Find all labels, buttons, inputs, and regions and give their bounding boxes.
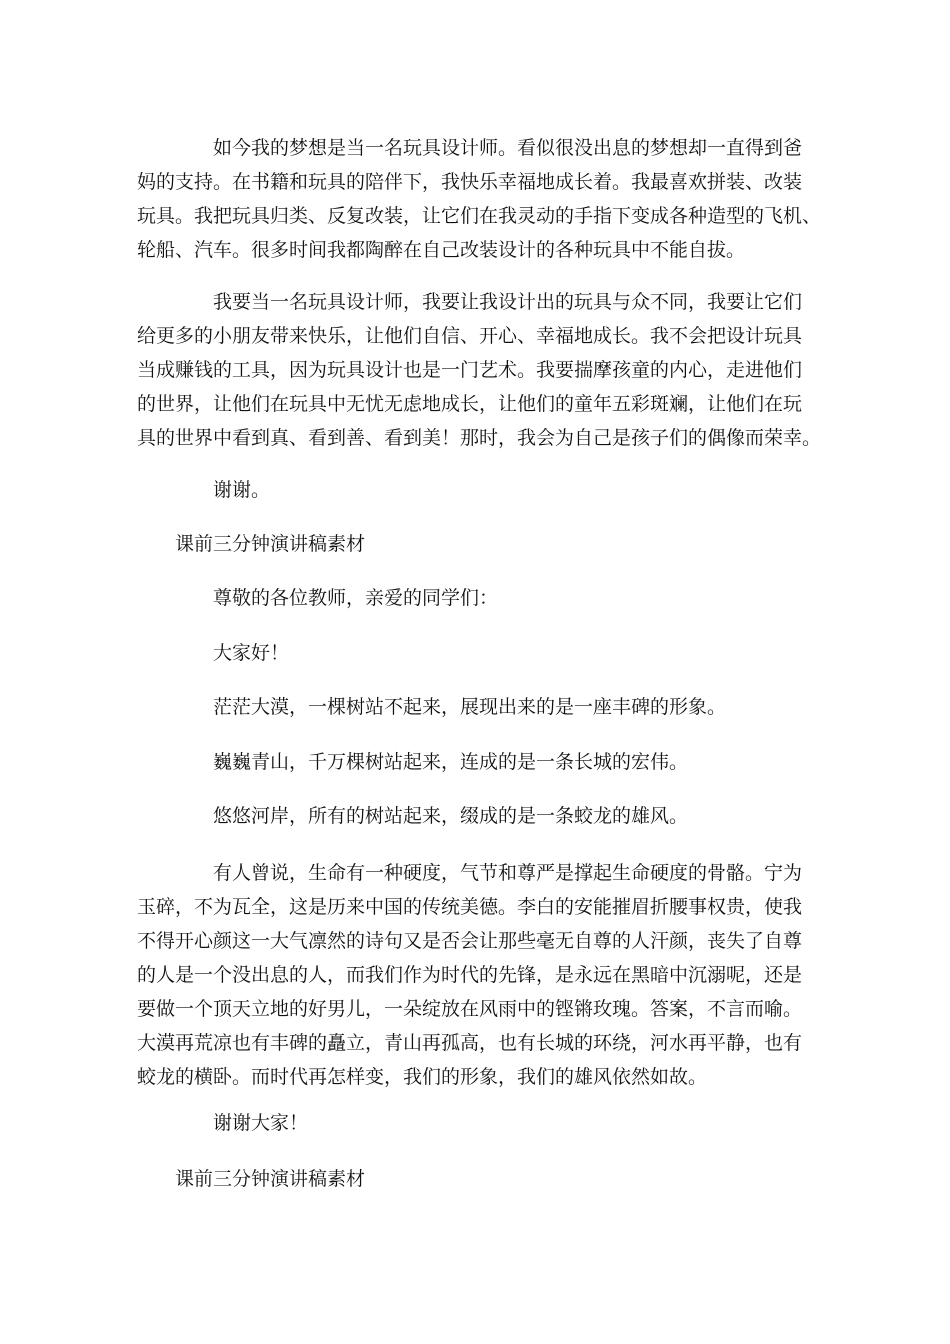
- text-line: 的人是一个没出息的人，而我们作为时代的先锋，是永远在黑暗中沉溺呢，还是: [137, 964, 803, 986]
- verse-line: 悠悠河岸，所有的树站起来，缀成的是一条蛟龙的雄风。: [213, 805, 689, 827]
- text-line: 玩具。我把玩具归类、反复改装，让它们在我灵动的手指下变成各种造型的飞机、: [137, 205, 822, 227]
- section-heading: 课前三分钟演讲稿素材: [175, 1168, 366, 1190]
- text-line: 要做一个顶天立地的好男儿，一朵绽放在风雨中的铿锵玫瑰。答案，不言而喻。: [137, 998, 803, 1020]
- verse-line: 巍巍青山，千万棵树站起来，连成的是一条长城的宏伟。: [213, 751, 689, 773]
- paragraph-dignity: [137, 856, 823, 1094]
- text-line: 不得开心颜这一大气凛然的诗句又是否会让那些毫无自尊的人汗颜，丧失了自尊: [137, 930, 803, 952]
- text-line: 有人曾说，生命有一种硬度，气节和尊严是撑起生命硬度的骨骼。宁为: [213, 862, 803, 884]
- paragraph-dream: [137, 131, 823, 267]
- text-line: 大漠再荒凉也有丰碑的矗立，青山再孤高，也有长城的环绕，河水再平静，也有: [137, 1032, 803, 1054]
- text-line: 当成赚钱的工具，因为玩具设计也是一门艺术。我要揣摩孩童的内心，走进他们: [137, 359, 803, 381]
- text-line: 的世界，让他们在玩具中无忧无虑地成长，让他们的童年五彩斑斓，让他们在玩: [137, 393, 803, 415]
- text-line: 蛟龙的横卧。而时代再怎样变，我们的形象，我们的雄风依然如故。: [137, 1066, 708, 1088]
- greeting-line: 尊敬的各位教师，亲爱的同学们：: [213, 587, 499, 609]
- paragraph-toy-designer: [137, 285, 823, 455]
- text-line: 具的世界中看到真、看到善、看到美！那时，我会为自己是孩子们的偶像而荣幸。: [137, 427, 822, 449]
- text-line: 玉碎，不为瓦全，这是历来中国的传统美德。李白的安能摧眉折腰事权贵，使我: [137, 896, 803, 918]
- closing-thanks: 谢谢。: [213, 479, 271, 501]
- hello-line: 大家好！: [213, 642, 290, 664]
- section-heading: 课前三分钟演讲稿素材: [175, 533, 366, 555]
- verse-line: 茫茫大漠，一棵树站不起来，展现出来的是一座丰碑的形象。: [213, 696, 727, 718]
- text-line: 我要当一名玩具设计师，我要让我设计出的玩具与众不同，我要让它们: [213, 291, 803, 313]
- text-line: 给更多的小朋友带来快乐，让他们自信、开心、幸福地成长。我不会把设计玩具: [137, 325, 803, 347]
- text-line: 如今我的梦想是当一名玩具设计师。看似很没出息的梦想却一直得到爸: [213, 137, 803, 159]
- closing-thanks: 谢谢大家！: [213, 1112, 309, 1134]
- text-line: 轮船、汽车。很多时间我都陶醉在自己改装设计的各种玩具中不能自拔。: [137, 239, 746, 261]
- text-line: 妈的支持。在书籍和玩具的陪伴下，我快乐幸福地成长着。我最喜欢拼装、改装: [137, 171, 803, 193]
